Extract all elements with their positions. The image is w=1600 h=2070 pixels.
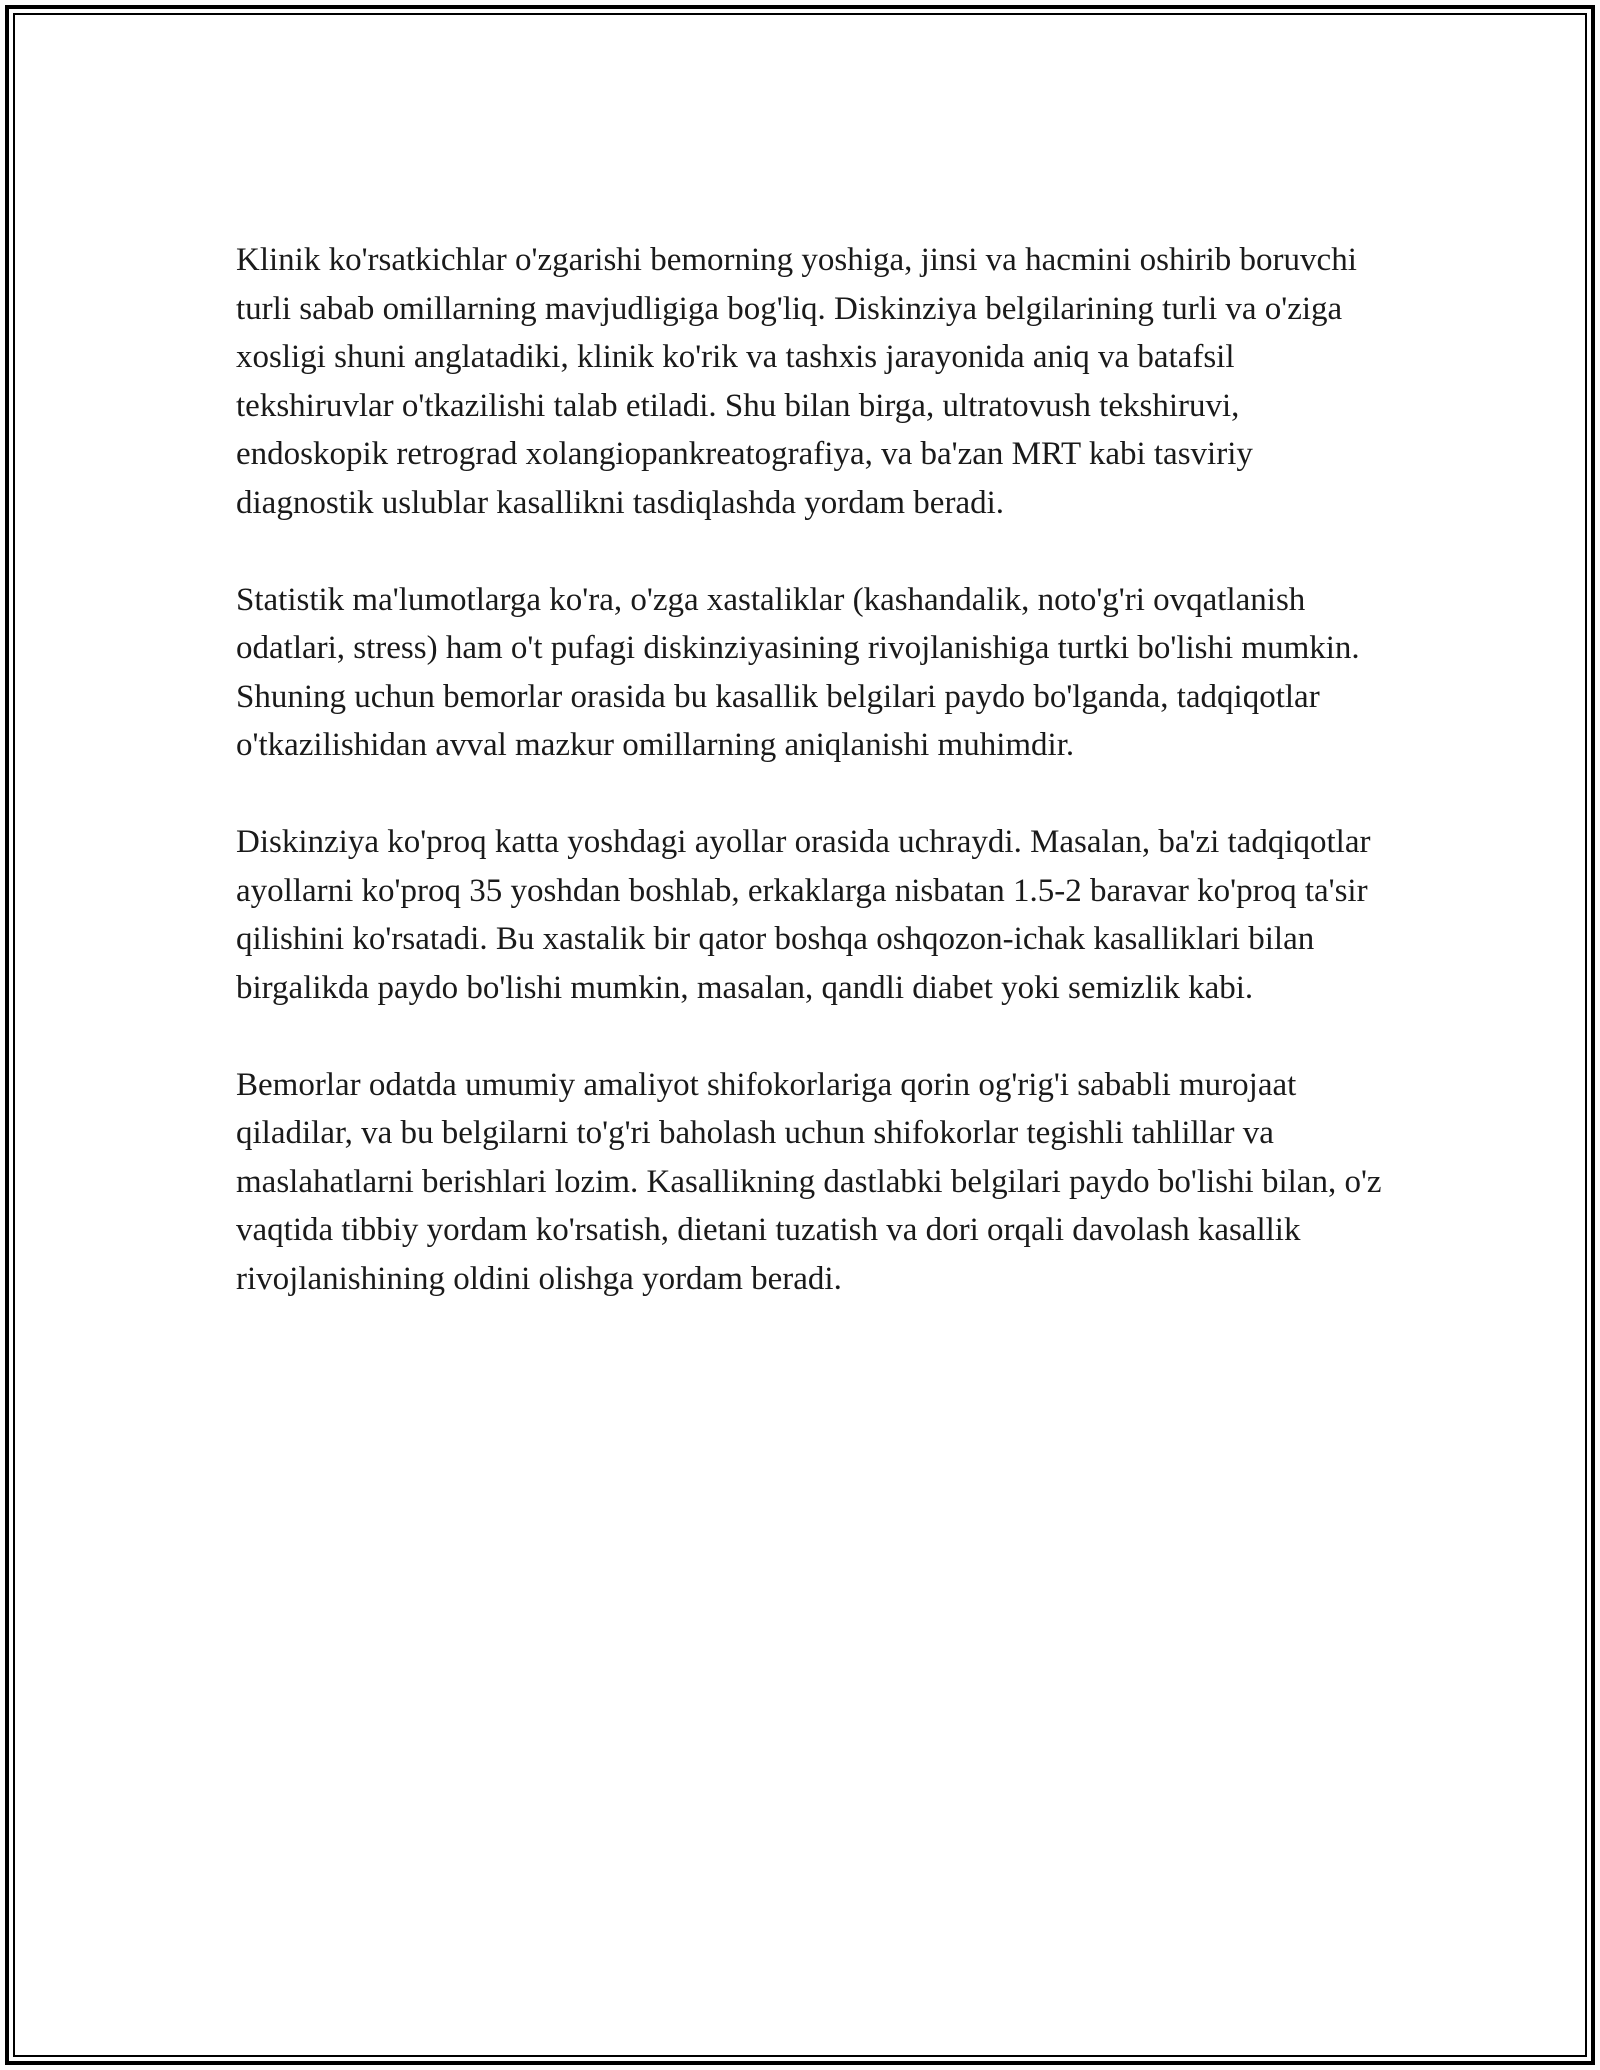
- document-body: [236, 236, 1396, 1352]
- paragraph-1: Klinik ko'rsatkichlar o'zgarishi bemorning yoshiga, jinsi va hacmini oshirib boruvchi turli sabab omillarning mavjudligiga bog'liq. Diskinziya belgilarining turli va o'ziga xosligi shuni anglatadiki, klinik ko'rik va tashxis jarayonida aniq va batafsil tekshiruvlar o'tkazilishi talab etiladi. Shu bilan birga, ultratovush tekshiruvi, endoskopik retrograd xolangiopankreatografiya, va ba'zan MRT kabi tasviriy diagnostik uslublar kasallikni tasdiqlashda yordam beradi.: [236, 242, 1357, 521]
- paragraph-3: Diskinziya ko'proq katta yoshdagi ayollar orasida uchraydi. Masalan, ba'zi tadqiqotlar ayollarni ko'proq 35 yoshdan boshlab, erkaklarga nisbatan 1.5-2 baravar ko'proq ta'sir qilishini ko'rsatadi. Bu xastalik bir qator boshqa oshqozon-ichak kasalliklari bilan birgalikda paydo bo'lishi mumkin, masalan, qandli diabet yoki semizlik kabi.: [236, 824, 1371, 1006]
- paragraph-4: Bemorlar odatda umumiy amaliyot shifokorlariga qorin og'rig'i sababli murojaat qiladilar, va bu belgilarni to'g'ri baholash uchun shifokorlar tegishli tahlillar va maslahatlarni berishlari lozim. Kasallikning dastlabki belgilari paydo bo'lishi bilan, o'z vaqtida tibbiy yordam ko'rsatish, dietani tuzatish va dori orqali davolash kasallik rivojlanishining oldini olishga yordam beradi.: [236, 1066, 1382, 1297]
- paragraph-2: Statistik ma'lumotlarga ko'ra, o'zga xastaliklar (kashandalik, noto'g'ri ovqatlanish odatlari, stress) ham o't pufagi diskinziyasining rivojlanishiga turtki bo'lishi mumkin. Shuning uchun bemorlar orasida bu kasallik belgilari paydo bo'lganda, tadqiqotlar o'tkazilishidan avval mazkur omillarning aniqlanishi muhimdir.: [236, 581, 1360, 763]
